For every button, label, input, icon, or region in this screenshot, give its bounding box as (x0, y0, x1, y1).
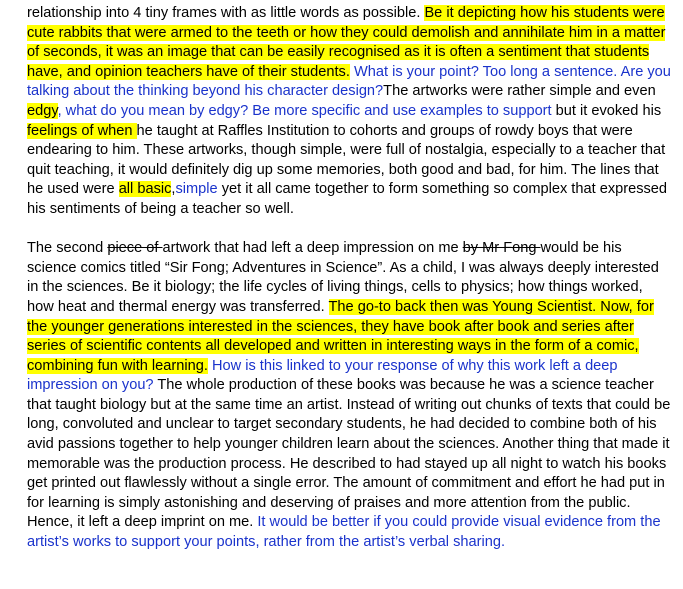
highlighted-text: The go-to back then was Young Scientist. Now, for the younger generations interested in the sciences, they have book after book and series after series of scientific contents all developed and written in interesting ways in the form of a comic, combining fun with learning. (27, 298, 654, 374)
highlighted-text: edgy (27, 102, 58, 119)
struck-text: by Mr Fong (462, 240, 541, 257)
text-segment: , (171, 181, 176, 198)
highlighted-text: all basic (118, 181, 172, 198)
paragraph-second (27, 239, 673, 553)
paragraph-first (27, 4, 673, 220)
text-segment: yet it all came together to form something so complex that expressed his sentiments of being a teacher so well. (27, 181, 668, 217)
reviewer-comment: , what do you mean by edgy? Be more specific and use examples to support (57, 102, 552, 119)
reviewer-comment: What is your point? Too long a sentence. Are you talking about the thinking beyond his character design? (27, 63, 671, 100)
document-page (27, 4, 673, 553)
reviewer-comment: It would be better if you could provide visual evidence from the artist’s works to support your points, rather from the artist’s verbal sharing. (27, 514, 661, 551)
text-segment: artwork that had left a deep impression on me (162, 240, 463, 257)
text-segment: The artworks were rather simple and even (383, 83, 656, 100)
text-segment: The second (27, 240, 108, 257)
text-segment: but it evoked his (551, 102, 662, 119)
reviewer-comment: simple (175, 181, 218, 198)
reviewer-comment: How is this linked to your response of why this work left a deep impression on you? (27, 357, 618, 394)
text-segment: would be his science comics titled “Sir Fong; Adventures in Science”. As a child, I was always deeply interested in the sciences. Be it biology; the life cycles of living things, cells to physics; how things worked, how heat and thermal energy was transferred. (27, 240, 659, 315)
highlighted-text: Be it depicting how his students were cute rabbits that were armed to the teeth or how they could demolish and annihilate him in a matter of seconds, it was an image that can be easily recognised as it is often a sentiment that students have, and opinion teachers have of their students. (27, 5, 666, 80)
text-segment: The whole production of these books was because he was a science teacher that taught biology but at the same time an artist. Instead of writing out chunks of texts that could be long, convoluted and unclear to target secondary students, he had decided to combine both of his avid passions together to help younger children learn about the sciences. Another thing that made it memorable was the production process. He described to had stayed up all night to watch his books get printed out flawlessly without a single error. The amount of commitment and effort he had put in for learning is simply astonishing and deserving of praises and more attention from the public. Hence, it left a deep imprint on me. (27, 377, 671, 531)
highlighted-text: feelings of when (27, 122, 137, 139)
struck-text: piece of (107, 240, 163, 257)
text-segment: he taught at Raffles Institution to cohorts and groups of rowdy boys that were endearing to him. These artworks, though simple, were full of nostalgia, especially to a teacher that quit teaching, it would definitely dig up some memories, both good and bad, for him. The lines that he used were (27, 122, 666, 198)
text-segment: relationship into 4 tiny frames with as little words as possible. (27, 5, 425, 21)
